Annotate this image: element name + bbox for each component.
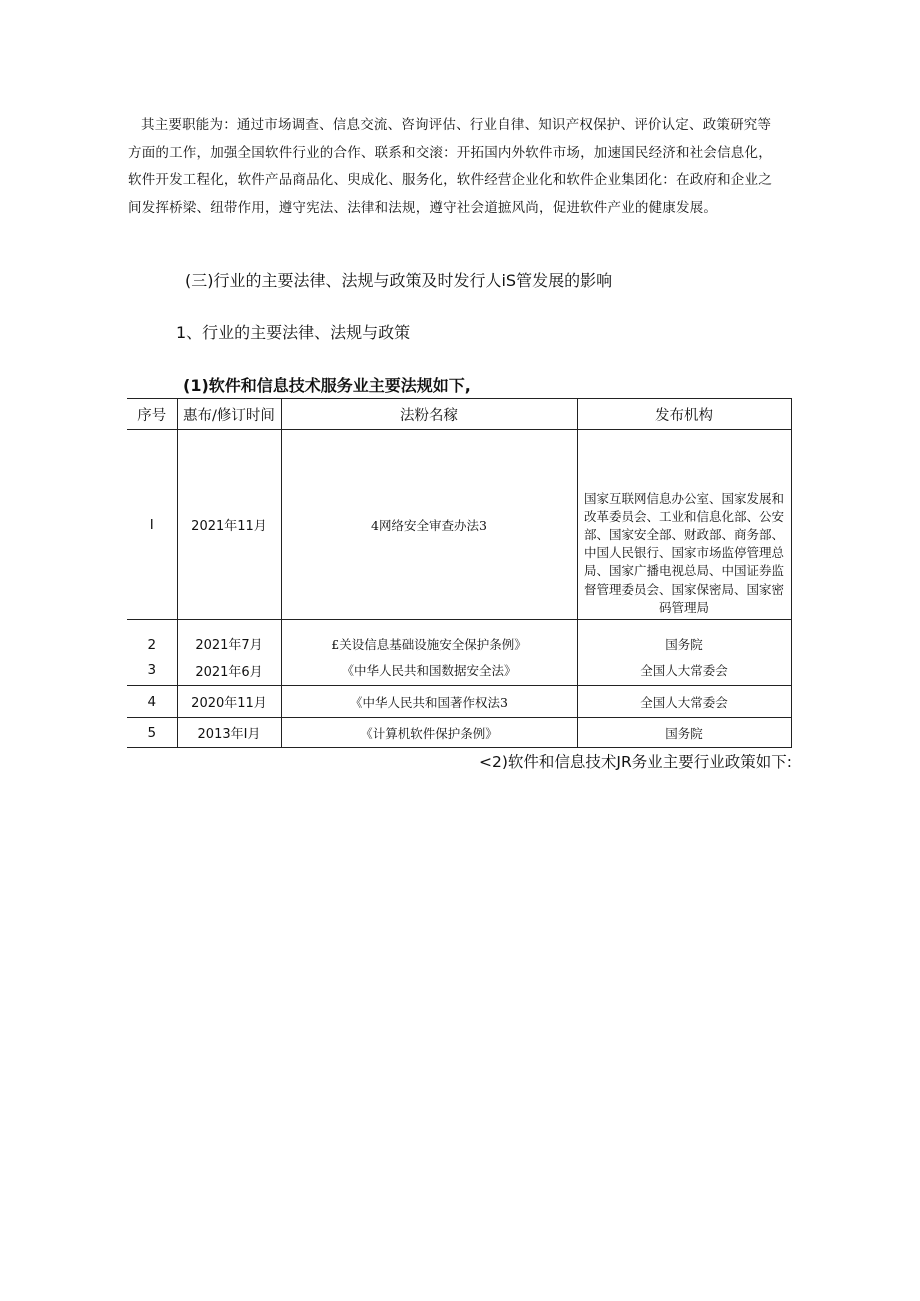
cell-issuer: 全国人大常委会	[577, 656, 791, 686]
cell-date: 2021年6月	[177, 656, 281, 686]
cell-number: 2	[127, 620, 177, 656]
cell-date: 2020年11月	[177, 686, 281, 718]
table-row	[127, 656, 791, 686]
table-caption: (1)软件和信息技术服务业主要法规如下,	[183, 376, 471, 395]
cell-law-name: 4网络安全审查办法3	[281, 430, 577, 620]
cell-number: 5	[127, 718, 177, 748]
cell-number: 3	[127, 656, 177, 686]
header-date: 惠布/修订时间	[177, 399, 281, 430]
cell-issuer: 国务院	[577, 620, 791, 656]
table-row	[127, 686, 791, 718]
cell-issuer: 国务院	[577, 718, 791, 748]
laws-table	[127, 398, 792, 748]
cell-number: I	[127, 430, 177, 620]
paragraph-line: 间发挥桥梁、纽带作用，遵守宪法、法律和法规，遵守社会道摭风尚，促进软件产业的健康发展。	[128, 199, 718, 216]
header-issuer: 发布机构	[577, 399, 791, 430]
table-header-row	[127, 399, 791, 430]
cell-law-name: 《中华人民共和国数据安全法》	[281, 656, 577, 686]
cell-date: 2021年7月	[177, 620, 281, 656]
header-law-name: 法粉名稼	[281, 399, 577, 430]
table-row	[127, 430, 791, 620]
paragraph-line: 其主要职能为：通过市场调查、信息交流、咨询评估、行业自律、知识产权保护、评价认定、政策研究等	[141, 117, 772, 133]
paragraph-line: 方面的工作，加强全国软件行业的合作、联系和交滚：开拓国内外软件市场，加速国民经济和社会信息化，	[128, 144, 772, 161]
table-row	[127, 620, 791, 656]
cell-law-name: 《中华人民共和国著作权法3	[281, 686, 577, 718]
paragraph-line: 软件开发工程化，软件产品商品化、臾成化、服务化，软件经营企业化和软件企业集团化：在政府和企业之	[128, 172, 772, 188]
cell-issuer: 全国人大常委会	[577, 686, 791, 718]
intro-paragraph	[128, 112, 793, 222]
cell-date: 2021年11月	[177, 430, 281, 620]
header-number: 序号	[127, 399, 177, 430]
cell-law-name: £关设信息基础设施安全保护条例》	[281, 620, 577, 656]
cell-issuer	[577, 430, 791, 620]
cell-date: 2013年I月	[177, 718, 281, 748]
cell-number: 4	[127, 686, 177, 718]
policy-caption: <2)软件和信息技术JR务业主要行业政策如下:	[479, 753, 792, 771]
table-row	[127, 718, 791, 748]
cell-law-name: 《计算机软件保护条例》	[281, 718, 577, 748]
issuer-text: 国家互联网信息办公室、国家发展和改革委员会、工业和信息化部、公安部、国家安全部、财政部、商务部、中国人民银行、国家市场监停管理总局、国家广播电视总局、中国证券监督管理委员会、国家保密局、国家密码管理局	[583, 490, 784, 615]
subsection-heading: 1、行业的主要法律、法规与政策	[176, 323, 411, 342]
section-heading: (三)行业的主要法律、法规与政策及时发行人iS管发展的影响	[185, 271, 613, 290]
